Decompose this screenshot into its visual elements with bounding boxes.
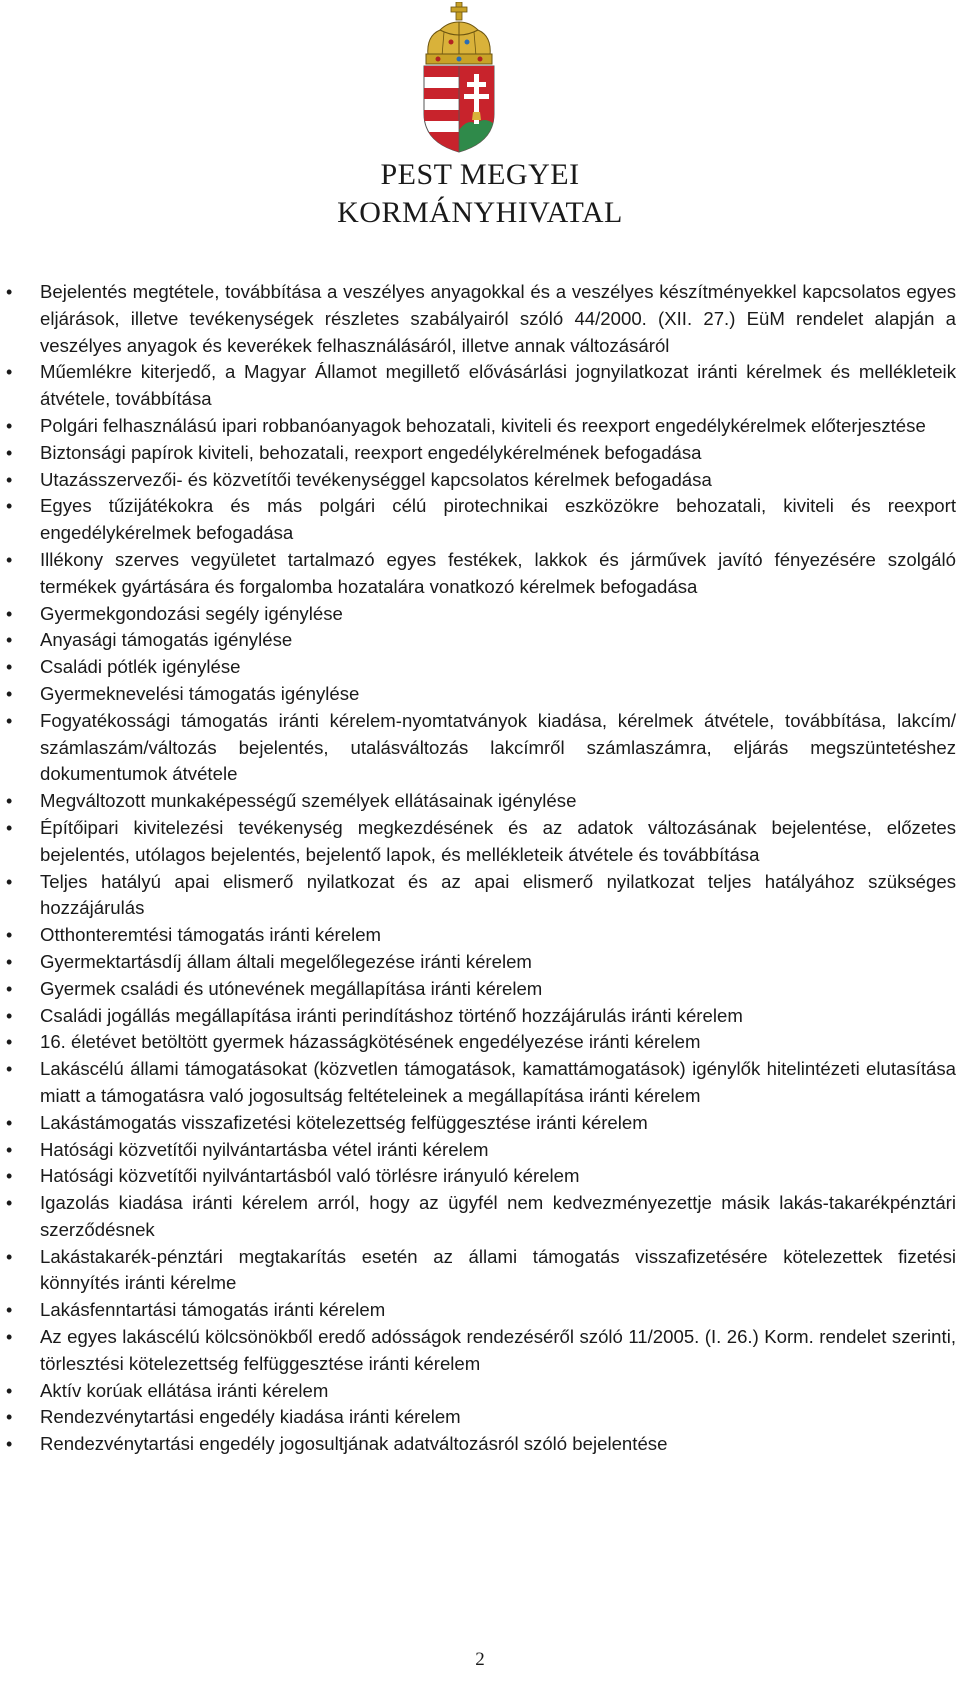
list-item: • Gyermekgondozási segély igénylése: [40, 601, 956, 628]
list-item: • Lakáscélú állami támogatásokat (közvetlen támogatások, kamattámogatások) igénylők hitelintézeti elutasítása miatt a támogatásra való jogosultság feltételeinek a megállapítása iránti kérelem: [40, 1056, 956, 1110]
list-item: • Lakástámogatás visszafizetési kötelezettség felfüggesztése iránti kérelem: [40, 1110, 956, 1137]
list-item: • Gyermektartásdíj állam általi megelőlegezése iránti kérelem: [40, 949, 956, 976]
list-item: • Rendezvénytartási engedély jogosultjának adatváltozásról szóló bejelentése: [40, 1431, 956, 1458]
list-item: • Otthonteremtési támogatás iránti kérelem: [40, 922, 956, 949]
organization-name-line1: PEST MEGYEI: [380, 158, 580, 191]
list-item: • Egyes tűzijátékokra és más polgári célú pirotechnikai eszközökre behozatali, kiviteli és reexport engedélykérelmek befogadása: [40, 493, 956, 547]
list-item: • Hatósági közvetítői nyilvántartásból való törlésre irányuló kérelem: [40, 1163, 956, 1190]
list-item: • Hatósági közvetítői nyilvántartásba vétel iránti kérelem: [40, 1137, 956, 1164]
page-number: 2: [475, 1649, 485, 1670]
list-item: • Anyasági támogatás igénylése: [40, 627, 956, 654]
organization-name-line2: KORMÁNYHIVATAL: [337, 196, 623, 229]
list-item: • 16. életévet betöltött gyermek házasságkötésének engedélyezése iránti kérelem: [40, 1029, 956, 1056]
list-item: • Igazolás kiadása iránti kérelem arról, hogy az ügyfél nem kedvezményezettje másik lakás-takarékpénztári szerződésnek: [40, 1190, 956, 1244]
hungarian-coat-of-arms-icon: [418, 2, 500, 154]
list-item: • Rendezvénytartási engedély kiadása iránti kérelem: [40, 1404, 956, 1431]
list-item: • Bejelentés megtétele, továbbítása a veszélyes anyagokkal és a veszélyes készítményekkel kapcsolatos egyes eljárások, illetve tevékenységek részletes szabályairól szóló 44/2000. (XII. 27.) EüM rendelet alapján a veszélyes anyagok és keverékek felhasználásáról, illetve annak változásáról: [40, 279, 956, 359]
list-item: • Lakásfenntartási támogatás iránti kérelem: [40, 1297, 956, 1324]
list-item: • Műemlékre kiterjedő, a Magyar Államot megillető elővásárlási jognyilatkozat iránti kérelmek és mellékleteik átvétele, továbbítása: [40, 359, 956, 413]
list-item: • Biztonsági papírok kiviteli, behozatali, reexport engedélykérelmének befogadása: [40, 440, 956, 467]
list-item: • Polgári felhasználású ipari robbanóanyagok behozatali, kiviteli és reexport engedélykérelmek előterjesztése: [40, 413, 956, 440]
list-item: • Teljes hatályú apai elismerő nyilatkozat és az apai elismerő nyilatkozat teljes hatályához szükséges hozzájárulás: [40, 869, 956, 923]
list-item: • Gyermek családi és utónevének megállapítása iránti kérelem: [40, 976, 956, 1003]
list-item: • Fogyatékossági támogatás iránti kérelem-nyomtatványok kiadása, kérelmek átvétele, továbbítása, lakcím/ számlaszám/változás bejelentés, utalásváltozás lakcímről számlaszámra, eljárás megszüntetéshez dokumentumok átvétele: [40, 708, 956, 788]
list-item: • Családi jogállás megállapítása iránti perindításhoz történő hozzájárulás iránti kérelem: [40, 1003, 956, 1030]
list-item: • Lakástakarék-pénztári megtakarítás esetén az állami támogatás visszafizetésére kötelezettek fizetési könnyítés iránti kérelme: [40, 1244, 956, 1298]
list-item: • Megváltozott munkaképességű személyek ellátásainak igénylése: [40, 788, 956, 815]
list-item: • Utazásszervezői- és közvetítői tevékenységgel kapcsolatos kérelmek befogadása: [40, 467, 956, 494]
list-item: • Gyermeknevelési támogatás igénylése: [40, 681, 956, 708]
list-item: • Családi pótlék igénylése: [40, 654, 956, 681]
list-item: • Illékony szerves vegyületet tartalmazó egyes festékek, lakkok és járművek javító fényezésére szolgáló termékek gyártására és forgalomba hozatalára vonatkozó kérelmek befogadása: [40, 547, 956, 601]
service-list: [40, 279, 956, 1458]
list-item: • Az egyes lakáscélú kölcsönökből eredő adósságok rendezéséről szóló 11/2005. (I. 26.) Korm. rendelet szerinti, törlesztési kötelezettség felfüggesztése iránti kérelem: [40, 1324, 956, 1378]
list-item: • Építőipari kivitelezési tevékenység megkezdésének és az adatok változásának bejelentése, előzetes bejelentés, utólagos bejelentés, bejelentő lapok, és mellékleteik átvétele és továbbítása: [40, 815, 956, 869]
list-item: • Aktív korúak ellátása iránti kérelem: [40, 1378, 956, 1405]
